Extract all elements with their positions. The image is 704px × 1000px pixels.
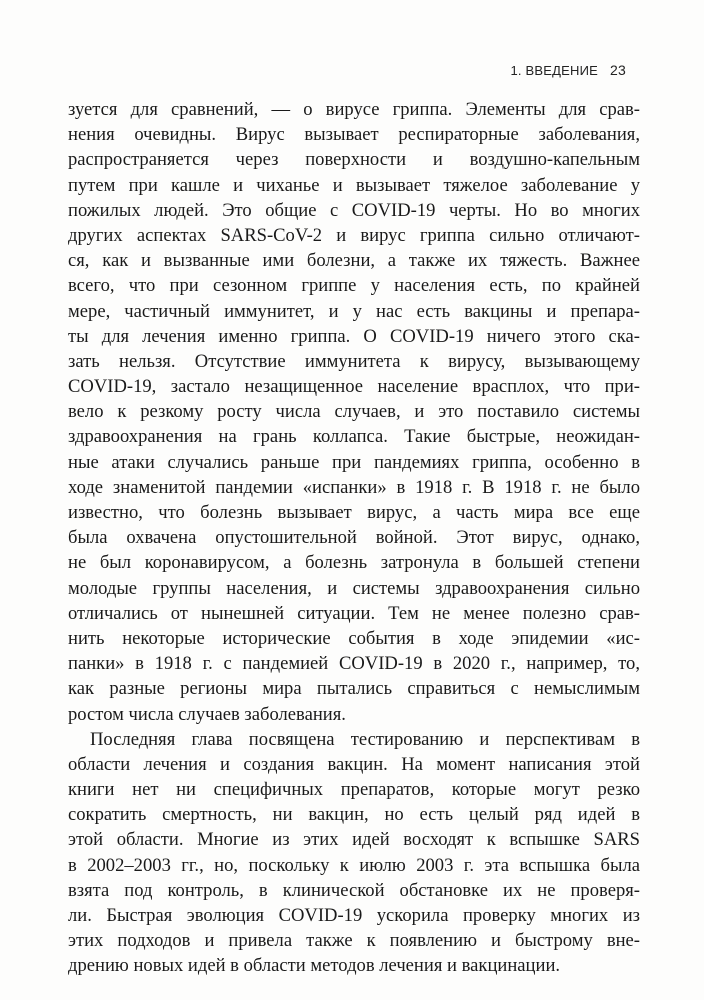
text-line: зать нельзя. Отсутствие иммунитета к вирусу, вызывающему [68, 350, 640, 372]
text-line: этих подходов и привела также к появлению и быстрому вне- [68, 930, 640, 952]
text-line: пожилых людей. Это общие с COVID-19 черты. Но во многих [68, 199, 640, 221]
text-line: молодые группы населения, и системы здравоохранения сильно [68, 577, 640, 599]
text-line: как разные регионы мира пытались справиться с немыслимым [68, 678, 640, 700]
text-line: вело к резкому росту числа случаев, и это поставило системы [68, 401, 640, 423]
text-line: этой области. Многие из этих идей восходят к вспышке SARS [68, 829, 640, 851]
text-line: нить некоторые исторические события в ходе эпидемии «ис- [68, 627, 640, 649]
paragraph [68, 97, 640, 727]
text-line: ростом числа случаев заболевания. [68, 703, 346, 725]
text-line: здравоохранения на грань коллапса. Такие быстрые, неожидан- [68, 426, 640, 448]
text-line: взята под контроль, в клинической обстановке их не проверя- [68, 879, 640, 901]
chapter-title: 1. ВВЕДЕНИЕ [510, 63, 599, 78]
text-line: всего, что при сезонном гриппе у населения есть, по крайней [68, 275, 640, 297]
text-line: ты для лечения именно гриппа. О COVID-19 ничего этого ска- [68, 325, 640, 347]
text-line: ходе знаменитой пандемии «испанки» в 1918 г. В 1918 г. не было [68, 476, 640, 498]
text-line: известно, что болезнь вызывает вирус, а часть мира все еще [68, 502, 640, 523]
text-line: панки» в 1918 г. с пандемией COVID-19 в 2020 г., например, то, [68, 653, 640, 675]
text-line: ся, как и вызванные ими болезни, а также их тяжесть. Важнее [68, 250, 640, 272]
text-line: была охвачена опустошительной войной. Этот вирус, однако, [68, 527, 640, 549]
text-line: ли. Быстрая эволюция COVID-19 ускорила проверку многих из [68, 905, 640, 926]
text-line: в 2002–2003 гг., но, поскольку к июлю 2003 г. эта вспышка была [68, 854, 640, 876]
text-line: распространяется через поверхности и воздушно-капельным [68, 149, 640, 171]
text-line: Последняя глава посвящена тестированию и перспективам в [90, 728, 640, 750]
text-line: сократить смертность, ни вакцин, но есть целый ряд идей в [68, 804, 640, 826]
text-line: путем при кашле и чиханье и вызывает тяжелое заболевание у [68, 174, 640, 196]
text-line: мере, частичный иммунитет, и у нас есть вакцины и препара- [68, 300, 640, 322]
text-line: зуется для сравнений, — о вирусе гриппа. Элементы для срав- [68, 99, 640, 120]
text-line: области лечения и создания вакцин. На момент написания этой [68, 753, 640, 775]
text-line: нения очевидны. Вирус вызывает респираторные заболевания, [68, 124, 640, 146]
text-line: ные атаки случались раньше при пандемиях гриппа, особенно в [68, 451, 640, 473]
text-line: COVID-19, застало незащищенное население врасплох, что при- [68, 376, 640, 398]
text-line: книги нет ни специфичных препаратов, которые могут резко [68, 779, 640, 801]
text-line: отличались от нынешней ситуации. Тем не менее полезно срав- [68, 602, 640, 624]
body-text [68, 97, 640, 979]
text-line: других аспектах SARS-CoV-2 и вирус гриппа сильно отличают- [68, 224, 640, 246]
page-number: 23 [610, 62, 626, 78]
text-line: не был коронавирусом, а болезнь затронула в большей степени [68, 552, 640, 574]
text-line: дрению новых идей в области методов лечения и вакцинации. [68, 955, 561, 977]
paragraph [68, 727, 640, 979]
running-head [510, 62, 626, 78]
